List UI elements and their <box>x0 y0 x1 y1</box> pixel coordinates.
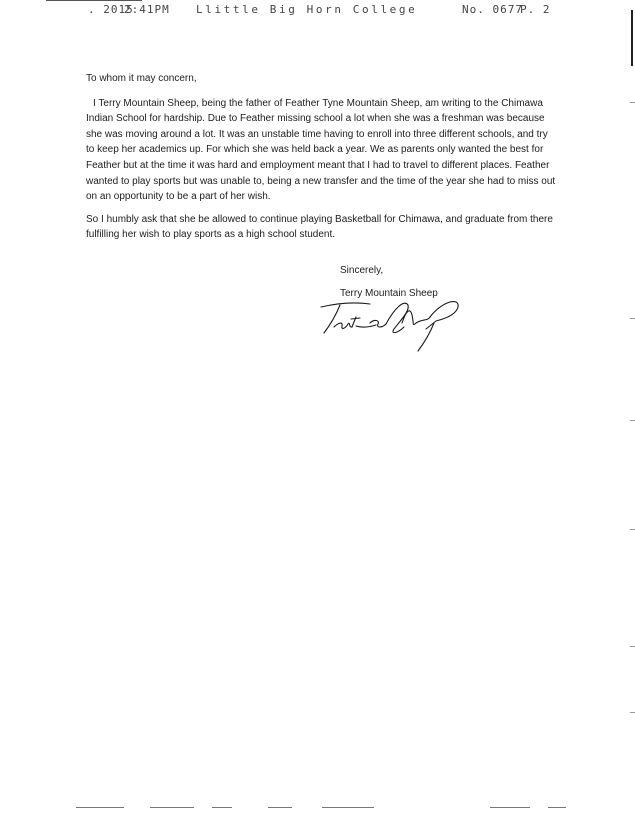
edge-tick <box>630 646 635 647</box>
edge-tick <box>630 102 635 103</box>
bottom-scan-marks <box>0 805 635 816</box>
fax-top-rule <box>46 0 142 1</box>
fax-sender: Llittle Big Horn College <box>196 3 418 16</box>
fax-number: No. 0677 <box>462 3 523 16</box>
salutation: To whom it may concern, <box>86 73 197 84</box>
fax-time: 2:41PM <box>124 3 170 16</box>
edge-tick <box>630 529 635 530</box>
letter-body <box>86 71 556 250</box>
fax-header <box>0 3 635 21</box>
letter-paragraph: So I humbly ask that she be allowed to continue playing Basketball for Chimawa, and graduate from there fulfilling her wish to play sports as a high school student. <box>86 213 553 241</box>
signer-name: Terry Mountain Sheep <box>340 288 438 299</box>
fax-page-number: P. 2 <box>520 3 551 16</box>
letter-paragraph: I Terry Mountain Sheep, being the father of Feather Tyne Mountain Sheep, am writing to the Chimawa Indian School for hardship. Due to Feather missing school a lot when she was a freshman was because she was moving around a lot. It was an unstable time having to enroll into three different schools, and try to keep her academics up. For which she was held back a year. We as parents only wanted the best for Feather but at the time it was hard and employment meant that I had to travel to different places. Feather wanted to play sports but was unable to, being a new transfer and the time of the year she had to miss out on an opportunity to be a part of her wish. <box>86 97 556 203</box>
closing-phrase: Sincerely, <box>340 265 384 276</box>
handwritten-signature <box>318 293 468 353</box>
edge-tick <box>630 712 635 713</box>
edge-tick <box>630 420 635 421</box>
edge-tick <box>630 318 635 319</box>
fax-date: . 2015 <box>88 3 134 16</box>
